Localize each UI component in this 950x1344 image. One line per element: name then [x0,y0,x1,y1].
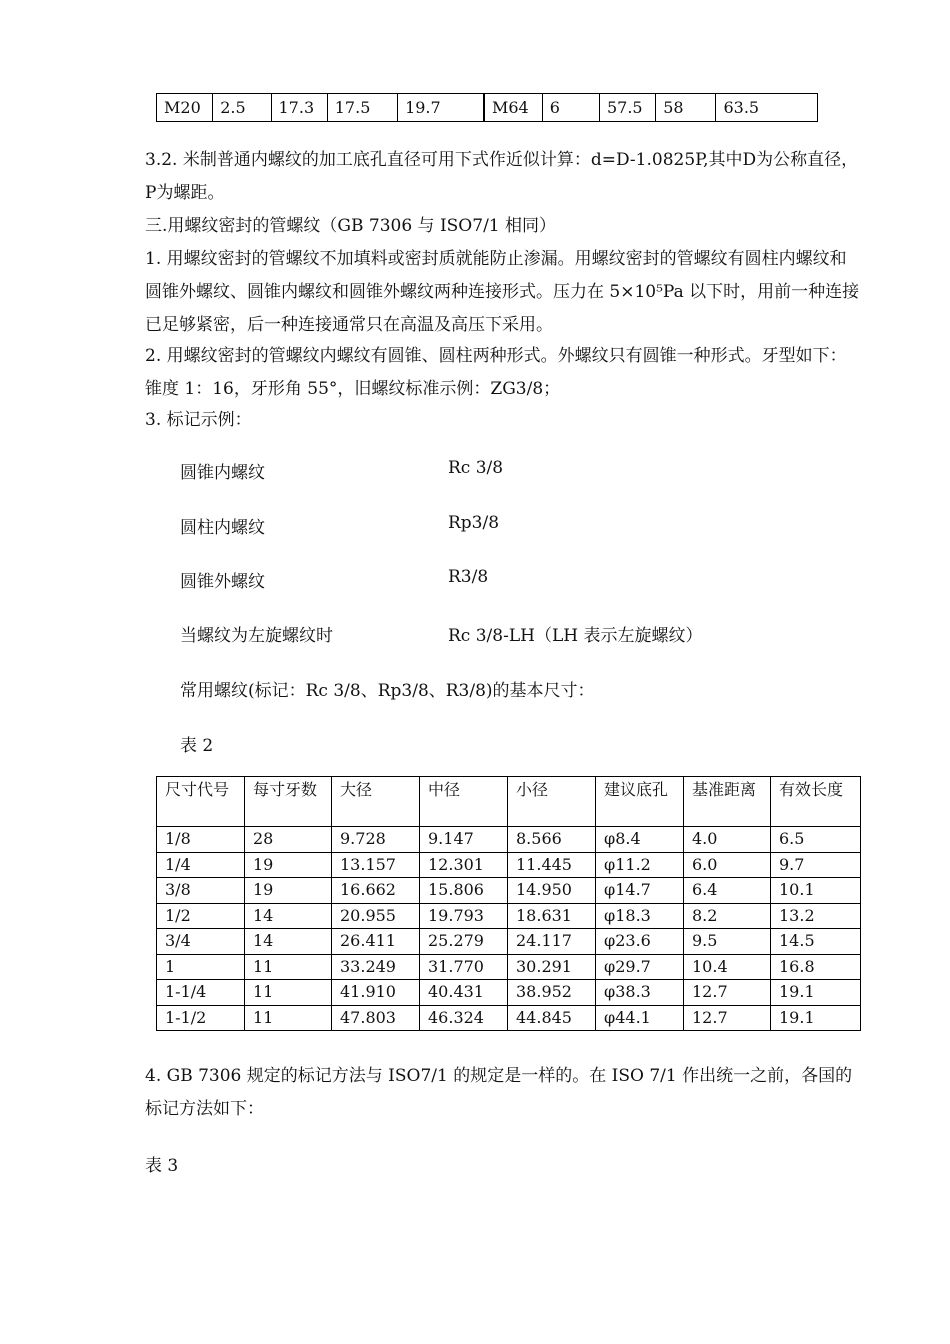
thread-size-table-fragment [156,93,818,122]
table-cell: φ14.7 [596,878,684,904]
table-cell: φ38.3 [596,980,684,1006]
table-cell: 58 [656,94,716,122]
table-cell: 13.157 [332,852,420,878]
table-cell: φ8.4 [596,827,684,853]
table-cell: 11.445 [508,852,596,878]
column-header: 基准距离 [684,777,771,827]
table-cell: 25.279 [420,929,508,955]
table-cell: 38.952 [508,980,596,1006]
table-cell: 11 [245,1005,332,1031]
column-header: 中径 [420,777,508,827]
table-row [157,827,861,853]
table-cell: 57.5 [599,94,655,122]
table-row [157,878,861,904]
table-cell: 17.5 [327,94,397,122]
table-row [157,1005,861,1031]
table-cell: 6 [542,94,599,122]
table-cell: 18.631 [508,903,596,929]
table-cell: φ29.7 [596,954,684,980]
example-value: Rc 3/8-LH（LH 表示左旋螺纹） [448,626,703,646]
section-heading-sealing-pipe-thread: 三.用螺纹密封的管螺纹（GB 7306 与 ISO7/1 相同） [145,216,557,236]
table-cell: 6.5 [771,827,861,853]
column-header: 大径 [332,777,420,827]
table-cell: 19 [245,878,332,904]
table-cell: 14.950 [508,878,596,904]
table-cell: 19.793 [420,903,508,929]
table-cell: φ23.6 [596,929,684,955]
table-cell: 9.7 [771,852,861,878]
table-row [157,954,861,980]
table-cell: 40.431 [420,980,508,1006]
table-cell: 24.117 [508,929,596,955]
table-cell: 30.291 [508,954,596,980]
common-thread-note: 常用螺纹(标记：Rc 3/8、Rp3/8、R3/8)的基本尺寸： [180,681,595,701]
table-cell: 63.5 [716,94,818,122]
table-cell: 1-1/4 [157,980,245,1006]
table-cell: φ11.2 [596,852,684,878]
table-cell: 16.8 [771,954,861,980]
table-cell: φ44.1 [596,1005,684,1031]
table-3-label: 表 3 [145,1156,179,1176]
table-cell: 19.1 [771,980,861,1006]
table-cell: 11 [245,954,332,980]
example-label: 圆锥外螺纹 [180,572,265,592]
table-cell: M64 [484,94,542,122]
pipe-thread-dimensions-table [156,776,861,1031]
table-cell: 46.324 [420,1005,508,1031]
table-cell: 3/8 [157,878,245,904]
table-cell: 28 [245,827,332,853]
table-cell: 15.806 [420,878,508,904]
table-cell: 14.5 [771,929,861,955]
table-cell: 12.7 [684,1005,771,1031]
table-cell: M20 [157,94,213,122]
table-cell: 6.4 [684,878,771,904]
table-cell: 20.955 [332,903,420,929]
paragraph-thread-forms: 2. 用螺纹密封的管螺纹内螺纹有圆锥、圆柱两种形式。外螺纹只有圆锥一种形式。牙型如下：锥度 1：16，牙形角 55°，旧螺纹标准示例：ZG3/8； [145,346,847,399]
table-row [157,94,818,122]
table-cell: 11 [245,980,332,1006]
table-cell: 2.5 [213,94,271,122]
table-cell: 12.301 [420,852,508,878]
paragraph-tap-drill-formula: 3.2. 米制普通内螺纹的加工底孔直径可用下式作近似计算：d=D-1.0825P,其中D为公称直径，P为螺距。 [145,150,859,203]
table-row [157,980,861,1006]
column-header: 有效长度 [771,777,861,827]
example-value: R3/8 [448,567,489,587]
table-cell: 19.7 [398,94,484,122]
table-cell: 16.662 [332,878,420,904]
column-header: 每寸牙数 [245,777,332,827]
example-value: Rc 3/8 [448,458,504,478]
table-row [157,903,861,929]
table-cell: 19 [245,852,332,878]
table-cell: 8.2 [684,903,771,929]
table-cell: 6.0 [684,852,771,878]
table-cell: 1/2 [157,903,245,929]
table-cell: 17.3 [271,94,327,122]
paragraph-marking-methods: 4. GB 7306 规定的标记方法与 ISO7/1 的规定是一样的。在 ISO 7/1 作出统一之前，各国的标记方法如下： [145,1066,853,1119]
table-cell: 1-1/2 [157,1005,245,1031]
table-cell: 9.728 [332,827,420,853]
table-2-label: 表 2 [180,736,214,756]
table-cell: 26.411 [332,929,420,955]
example-value: Rp3/8 [448,513,500,533]
column-header: 尺寸代号 [157,777,245,827]
example-label: 当螺纹为左旋螺纹时 [180,626,333,646]
example-label: 圆锥内螺纹 [180,463,265,483]
table-cell: 13.2 [771,903,861,929]
paragraph-connection-forms: 1. 用螺纹密封的管螺纹不加填料或密封质就能防止渗漏。用螺纹密封的管螺纹有圆柱内螺纹和圆锥外螺纹、圆锥内螺纹和圆锥外螺纹两种连接形式。压力在 5×10⁵Pa 以下时，用前一种连接已足够紧密，后一种连接通常只在高温及高压下采用。 [145,249,860,335]
table-cell: 12.7 [684,980,771,1006]
table-cell: φ18.3 [596,903,684,929]
example-label: 圆柱内螺纹 [180,518,265,538]
table-row [157,929,861,955]
table-cell: 10.1 [771,878,861,904]
table-cell: 9.5 [684,929,771,955]
table-cell: 47.803 [332,1005,420,1031]
table-cell: 9.147 [420,827,508,853]
paragraph-marking-examples-heading: 3. 标记示例： [145,410,252,430]
table-cell: 1 [157,954,245,980]
table-cell: 8.566 [508,827,596,853]
table-cell: 14 [245,929,332,955]
table-cell: 44.845 [508,1005,596,1031]
table-cell: 1/8 [157,827,245,853]
table-cell: 19.1 [771,1005,861,1031]
table-cell: 41.910 [332,980,420,1006]
table-cell: 4.0 [684,827,771,853]
table-cell: 14 [245,903,332,929]
column-header: 小径 [508,777,596,827]
column-header: 建议底孔 [596,777,684,827]
table-cell: 1/4 [157,852,245,878]
table-cell: 33.249 [332,954,420,980]
table-cell: 3/4 [157,929,245,955]
table-cell: 31.770 [420,954,508,980]
table-row [157,852,861,878]
table-header-row [157,777,861,827]
table-cell: 10.4 [684,954,771,980]
